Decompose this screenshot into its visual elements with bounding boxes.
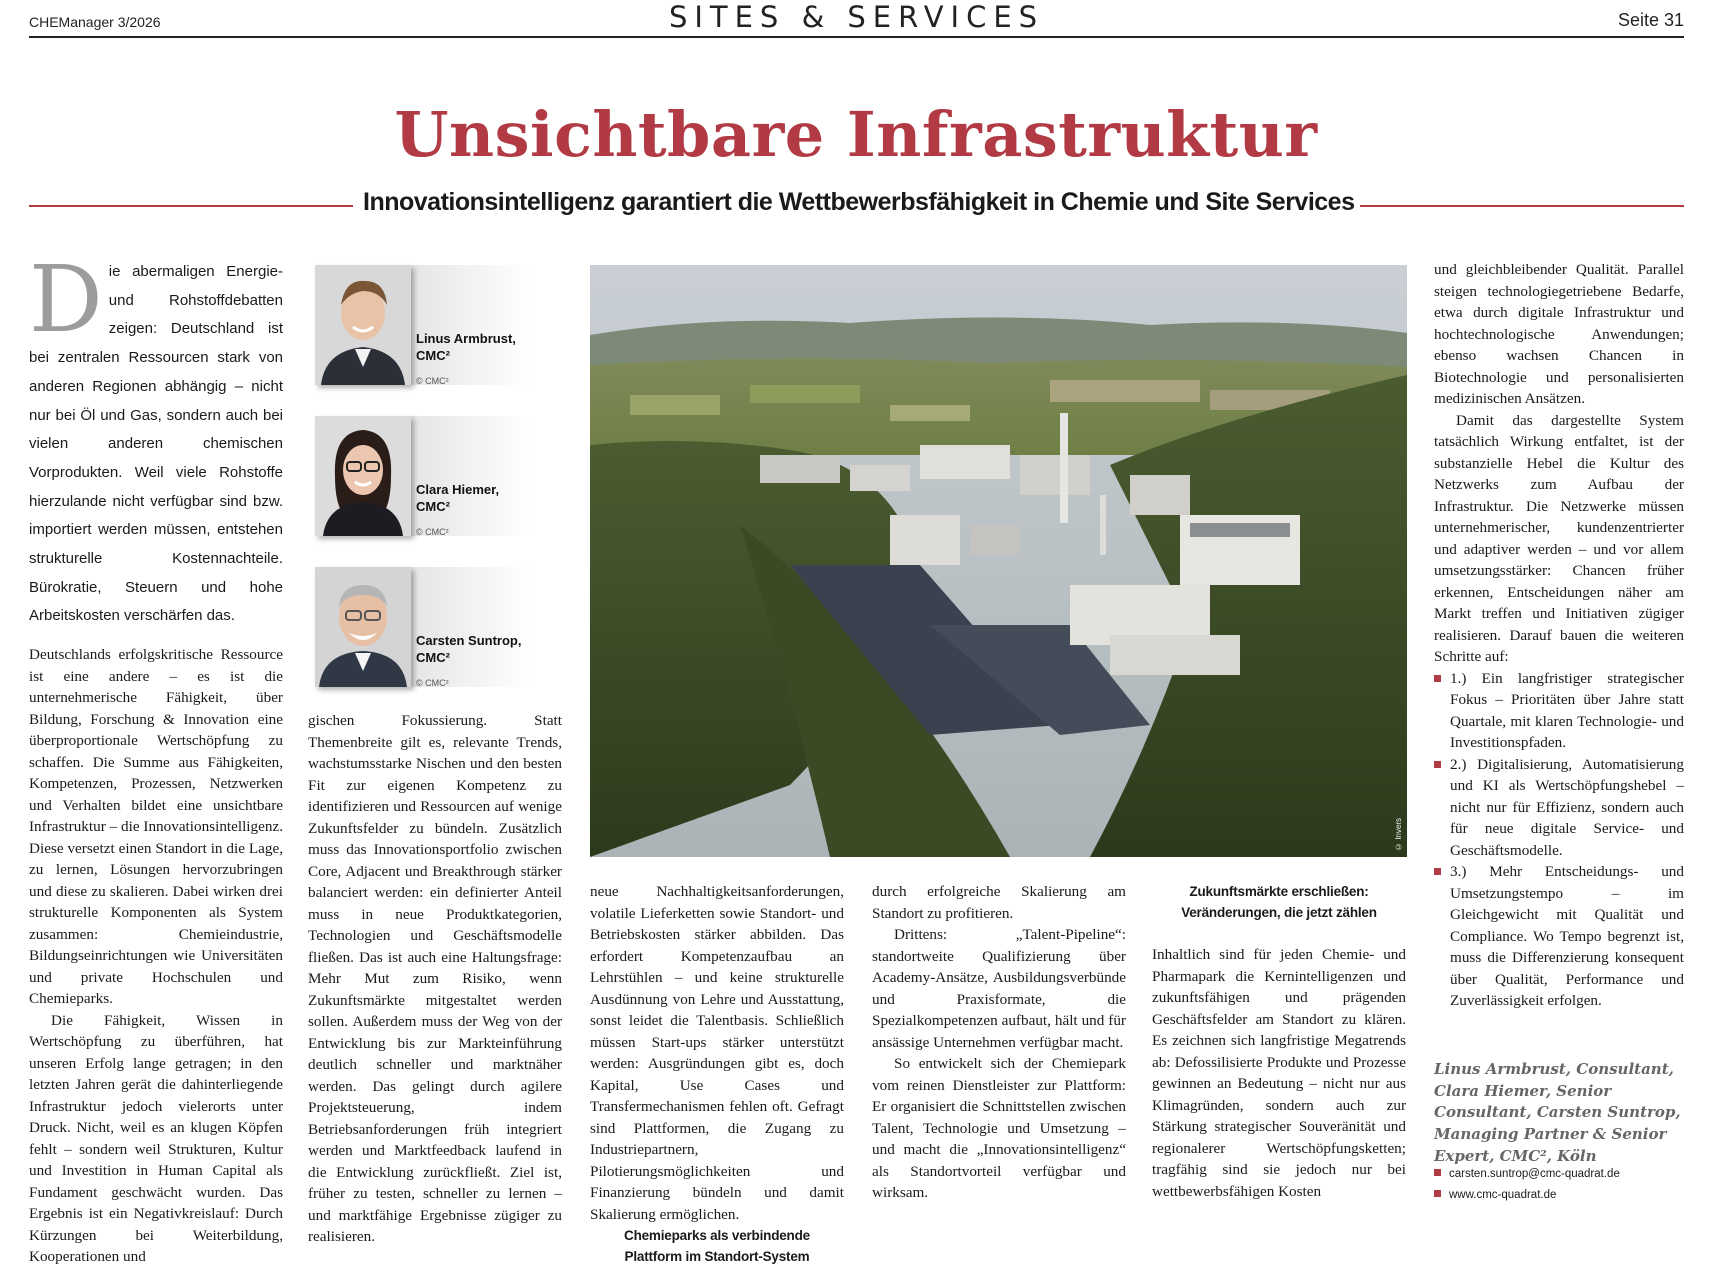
article-subheadline: Innovationsintelligenz garantiert die Wettbewerbsfähigkeit in Chemie und Site Services [363, 188, 1355, 216]
paragraph: Drittens: „Talent-Pipeline“: standortweite Qualifizierung über Academy-Ansätze, Ausbildungsverbünde und Praxisformate, die Spezialkompetenzen aufbaut, hält und für ansässige Unternehmen verfügbar macht. [872, 926, 1126, 1051]
portrait-clara-hiemer [315, 416, 531, 546]
intro-text: ie abermaligen Energie- und Rohstoffdebatten zeigen: Deutschland ist bei zentralen Ressourcen stark von anderen Regionen abhängig – nicht nur bei Öl und Gas, sondern auch bei vielen anderen chemischen Vorprodukten. Weil viele Rohstoffe hierzulande nicht verfügbar sind bzw. importiert werden müssen, entstehen strukturelle Kostennachteile. Bürokratie, Steuern und hohe Arbeitskosten verschärfen das. [29, 263, 283, 625]
article-column-2 [308, 710, 562, 1248]
author-byline: Linus Armbrust, Consultant, Clara Hiemer, Senior Consultant, Carsten Suntrop, Managing Partner & Senior Expert, CMC², Köln [1434, 1060, 1681, 1165]
chemical-park-aerial-photo [590, 265, 1407, 857]
drop-cap: D [29, 246, 103, 353]
list-item: 2.) Digitalisierung, Automatisierung und KI als Wertschöpfungshebel – nicht nur für Effizienz, sondern auch für neue digitale Service- und Geschäftsmodelle. [1434, 754, 1684, 862]
issue-label: CHEManager 3/2026 [29, 14, 161, 30]
article-column-5 [1152, 944, 1406, 1202]
subheadline-bar [29, 188, 1684, 222]
paragraph: Die Fähigkeit, Wissen in Wertschöpfung zu überführen, hat unseren Erfolg lange getragen; in den letzten Jahren gerät die dahinterliegende Infrastruktur jedoch vielerorts unter Druck. Nicht, weil es an klugen Köpfen fehlt – sondern weil Strukturen, Kultur und Investition in Human Capital als Fundament geschwächt wurden. Das Ergebnis ist ein Negativkreislauf: Durch Kürzungen bei Weiterbildung, Kooperationen und [29, 1011, 283, 1265]
portrait-credit: © CMC² [416, 527, 449, 537]
section-subhead-zukunftsmaerkte: Zukunftsmärkte erschließen: Veränderungen, die jetzt zählen [1181, 884, 1377, 920]
portrait-fade [411, 265, 531, 385]
list-item: 1.) Ein langfristiger strategischer Fokus – Prioritäten über Jahre statt Quartale, mit klaren Technologie- und Investitionspfaden. [1434, 668, 1684, 754]
portrait-linus-armbrust [315, 265, 531, 395]
article-column-3 [590, 881, 844, 1225]
portrait-credit: © CMC² [416, 678, 449, 688]
portrait-fade [411, 416, 531, 536]
page-header [29, 0, 1684, 38]
contact-email-link[interactable]: carsten.suntrop@cmc-quadrat.de [1434, 1168, 1620, 1180]
portrait-photo [315, 416, 411, 536]
paragraph: gischen Fokussierung. Statt Themenbreite gilt es, relevante Trends, wachstumsstarke Nischen und den besten Fit zur eigenen Kompetenz zu identifizieren und Ressourcen auf wenige Zukunftsfelder zu bündeln. Zusätzlich muss das Innovationsportfolio zwischen Core, Adjacent und Breakthrough stärker balanciert werden: ein definierter Anteil muss in neue Produktkategorien, Technologien und Geschäftsmodelle fließen. Das ist auch eine Haltungsfrage: Mehr Mut zum Risiko, wenn Zukunftsmärkte mitgestaltet werden sollen. Außerdem muss der Weg von der Entwicklung bis zur Markteinführung deutlich schneller und marktnäher werden. Das gelingt durch agilere Projektsteuerung, indem Betriebsanforderungen früh integriert werden und Marktfeedback laufend in die Entwicklung zurückfließt. Ziel ist, früher zu testen, schneller zu lernen – und marktfähige Ergebnisse zügiger zu realisieren. [308, 712, 562, 1245]
portrait-fade [411, 567, 531, 687]
section-title: SITES & SERVICES [668, 0, 1045, 34]
portrait-carsten-suntrop [315, 567, 531, 697]
image-credit: © Invers [1394, 817, 1403, 851]
portrait-credit: © CMC² [416, 376, 449, 386]
paragraph: und gleichbleibender Qualität. Parallel steigen technologiegetriebene Bedarfe, etwa durch digitale Infrastruktur und hochtechnologische Anwendungen; ebenso wachsen Chancen in Biotechnologie und personalisierten medizinischen Ansätzen. [1434, 261, 1684, 407]
paragraph: Deutschlands erfolgskritische Ressource ist eine andere – es ist die unternehmerische Fähigkeit, über Bildung, Forschung & Innovation eine überproportionale Wertschöpfung zu schaffen. Die Summe aus Fähigkeiten, Kompetenzen, Prozessen, Netzwerken und Verhalten bildet eine unsichtbare Infrastruktur – die Innovationsintelligenz. Diese versetzt einen Standort in die Lage, zu lernen, Lösungen hervorzubringen und diese zu skalieren. Dabei wirken drei strukturelle Komponenten als System zusammen: Chemieindustrie, Bildungseinrichtungen wie Universitäten und private Hochschulen und Chemieparks. [29, 646, 283, 1007]
section-subhead-chemieparks: Chemieparks als verbindende Plattform im Standort-System [624, 1228, 810, 1264]
paragraph: So entwickelt sich der Chemiepark vom reinen Dienstleister zur Plattform: Er organisiert die Schnittstellen zwischen Talent, Technologie und Umsetzung – und macht die „Innovationsintelligenz“ als Standortvorteil verfügbar und wirksam. [872, 1055, 1126, 1201]
article-headline: Unsichtbare Infrastruktur [394, 98, 1318, 171]
intro-paragraph [29, 246, 283, 631]
portrait-name: Carsten Suntrop, CMC² [416, 633, 522, 665]
contact-website-link[interactable]: www.cmc-quadrat.de [1434, 1189, 1556, 1201]
portrait-photo [315, 265, 411, 385]
list-item: 3.) Mehr Entscheidungs- und Umsetzungstempo – im Gleichgewicht mit Qualität und Compliance. Wo Tempo begrenzt ist, muss die Differenzierung konsequent über Qualität, Performance und Zuverlässigkeit erfolgen. [1434, 861, 1684, 1012]
article-column-1 [29, 644, 283, 1268]
paragraph: neue Nachhaltigkeitsanforderungen, volatile Lieferketten sowie Standort- und Betriebskosten stärker abbilden. Das erfordert Kompetenzaufbau an Lehrstühlen – und keine strukturelle Ausdünnung von Lehre und Ausstattung, sonst leidet die Talentbasis. Schließlich müssen Start-ups stärker unterstützt werden: Ausgründungen gibt es, doch Kapital, Use Cases und Transfermechanismen fehlen oft. Gefragt sind Plattformen, die Zugang zu Industriepartnern, Pilotierungsmöglichkeiten und Finanzierung bündeln und damit Skalierung ermöglichen. [590, 883, 844, 1223]
portrait-name: Linus Armbrust, CMC² [416, 331, 516, 363]
page-number: Seite 31 [1617, 10, 1684, 30]
article-column-4 [872, 881, 1126, 1204]
subheadline-rule-left [29, 205, 353, 207]
paragraph: durch erfolgreiche Skalierung am Standort zu profitieren. [872, 883, 1126, 922]
portrait-photo [315, 567, 411, 687]
portrait-name: Clara Hiemer, CMC² [416, 482, 500, 514]
steps-list [1434, 668, 1684, 1012]
paragraph: Inhaltlich sind für jeden Chemie- und Pharmapark die Kernintelligenzen und zukunftsfähigen und prägenden Geschäftsfelder am Standort zu klären. Es zeichnen sich langfristige Megatrends ab: Defossilisierte Produkte und Prozesse gewinnen an Bedeutung – nicht nur aus Klimagründen, sondern auch zur Stärkung strategischer Souveränität und regionalerer Wertschöpfungsketten; tragfähig sind sie jedoch nur bei wettbewerbsfähigen Kosten [1152, 946, 1406, 1200]
article-column-6 [1434, 259, 1684, 1012]
paragraph: Damit das dargestellte System tatsächlich Wirkung entfaltet, ist der substanzielle Hebel die Kultur des Netzwerks zum Aufbau der Infrastruktur. Die Netzwerke müssen unternehmerischer, kundenzentrierter und adaptiver werden – und vor allem umsetzungsstärker: Chancen früher erkennen, Entscheidungen näher am Markt treffen und Initiativen zügiger realisieren. Darauf bauen die weiteren Schritte auf: [1434, 411, 1684, 665]
subheadline-rule-right [1360, 205, 1684, 207]
